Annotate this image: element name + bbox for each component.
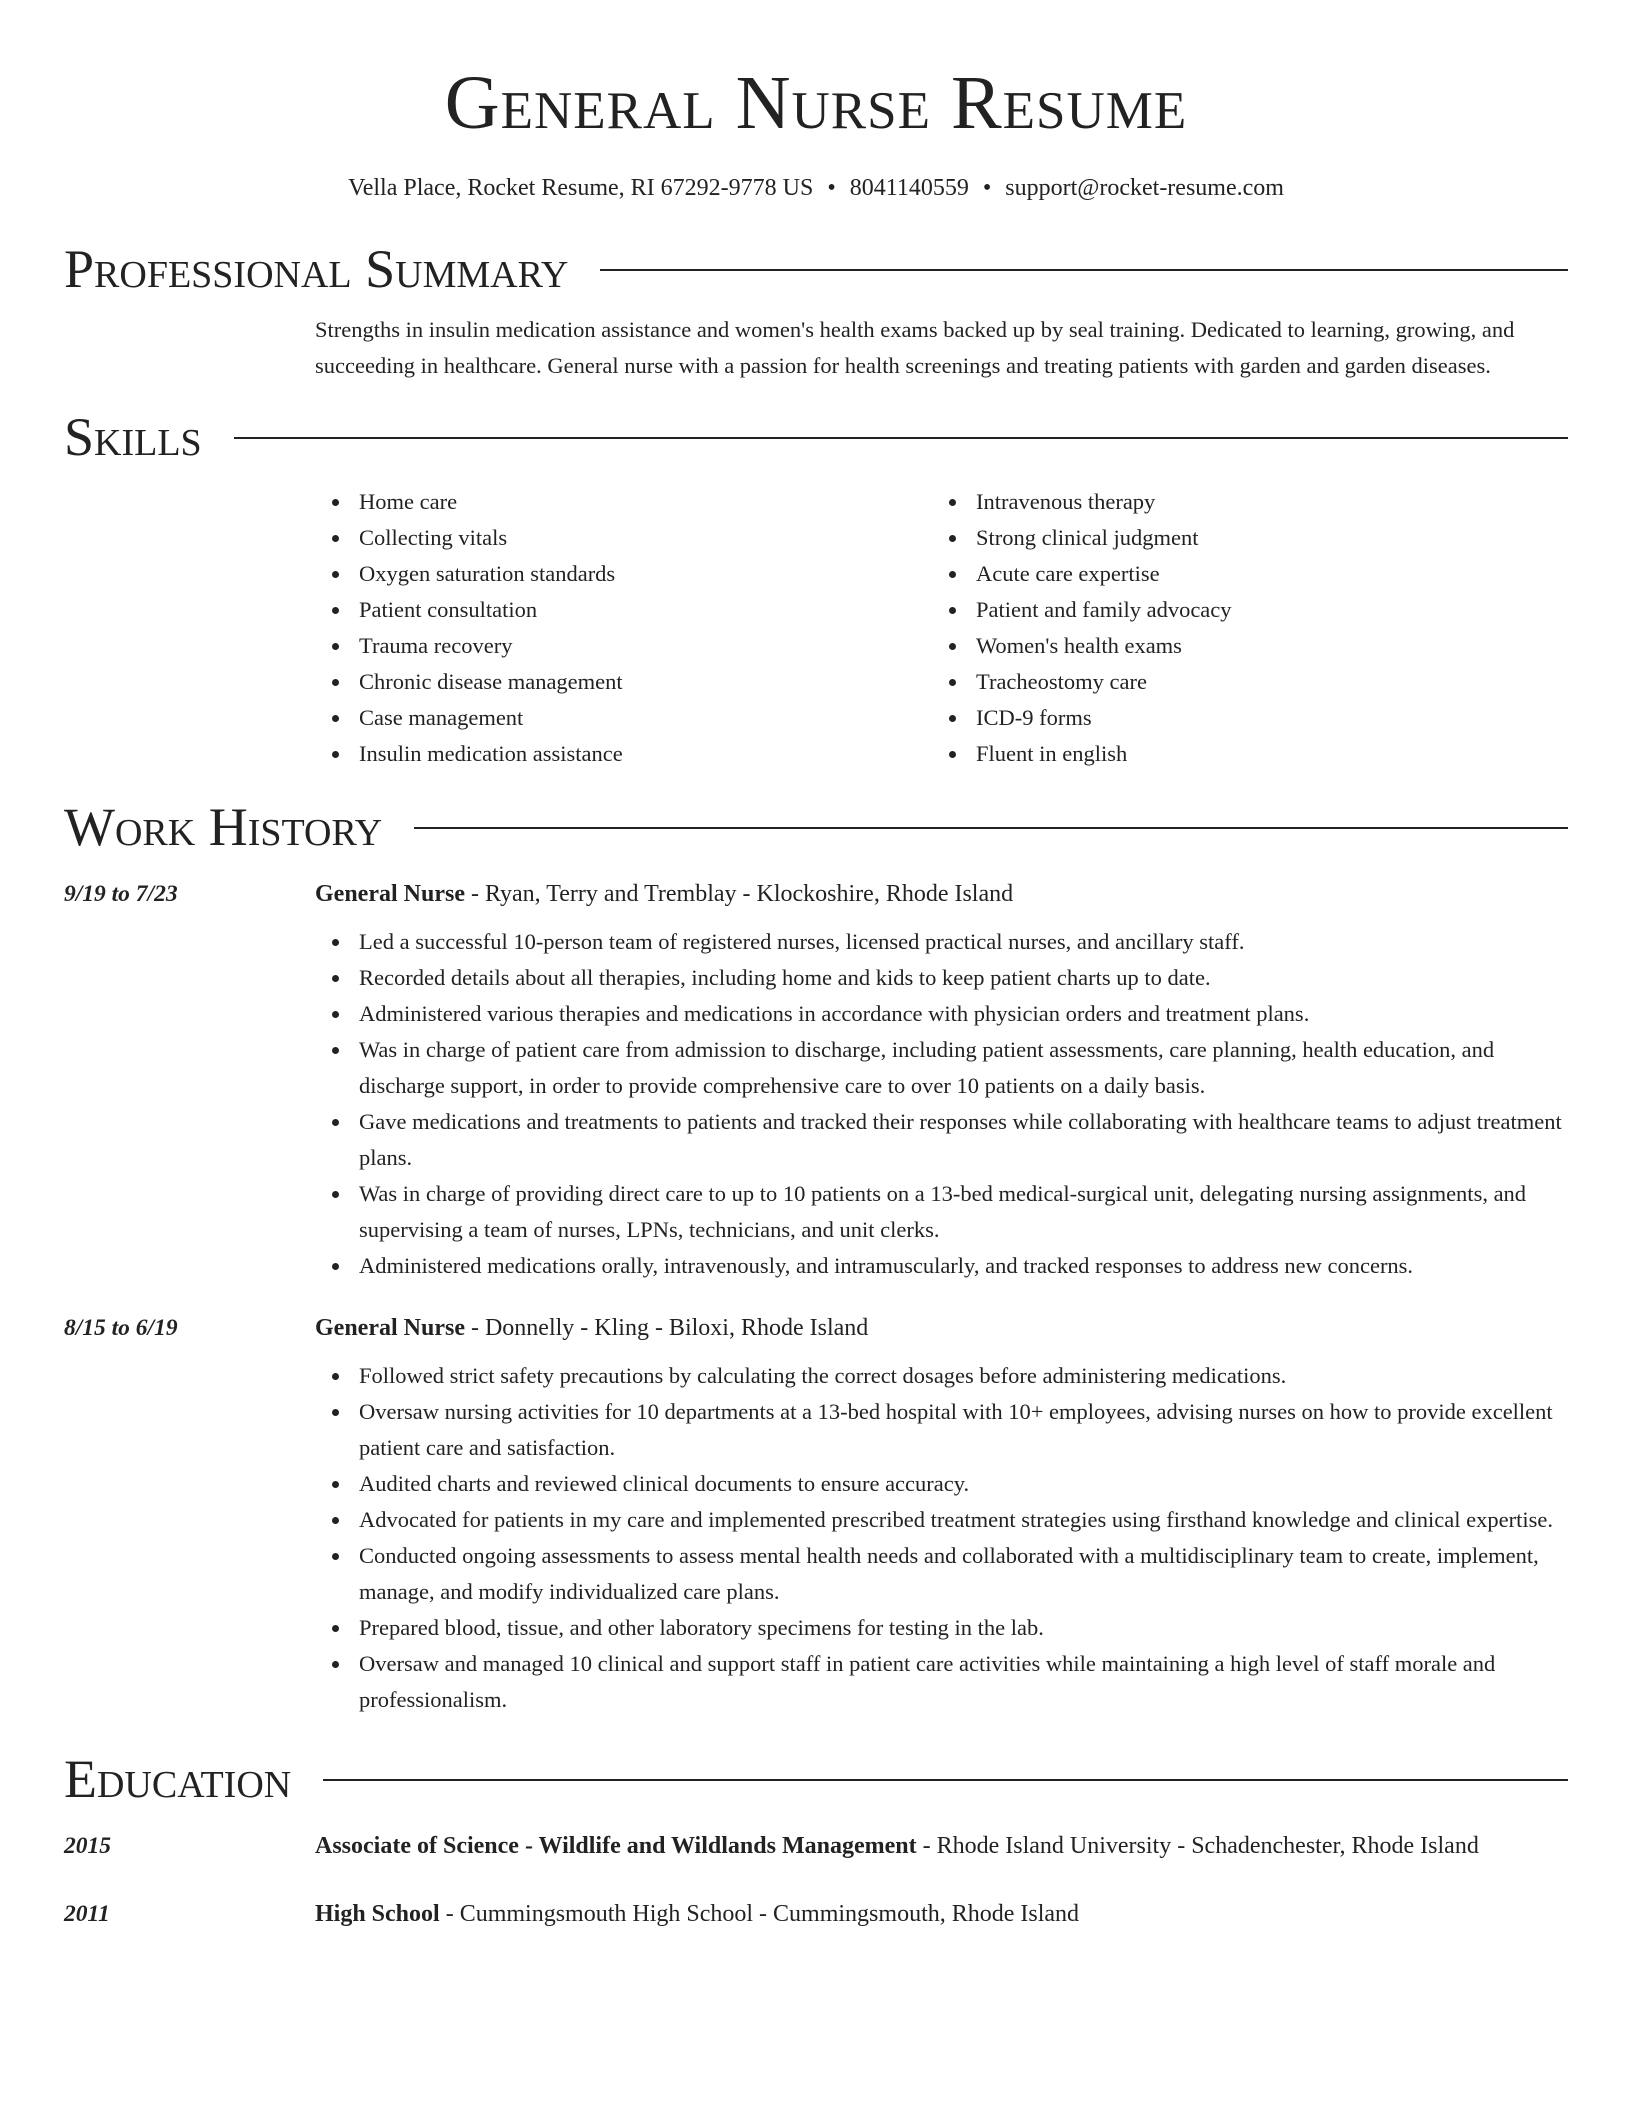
section-divider <box>600 269 1568 271</box>
skills-grid <box>315 484 1568 772</box>
job-bullet: Was in charge of providing direct care to up to 10 patients on a 13-bed medical-surgical unit, delegating nursing assignments, and supervising a team of nurses, LPNs, technicians, and unit clerks. <box>315 1176 1568 1248</box>
job-bullet: Oversaw and managed 10 clinical and support staff in patient care activities while maintaining a high level of staff morale and professionalism. <box>315 1646 1568 1718</box>
section-divider <box>414 827 1568 829</box>
job-bullet: Administered medications orally, intravenously, and intramuscularly, and tracked responses to address new concerns. <box>315 1248 1568 1284</box>
education-title-line <box>315 1826 1568 1866</box>
job-employer: - Ryan, Terry and Tremblay - Klockoshire, Rhode Island <box>464 881 1014 907</box>
skill-item: Case management <box>315 700 932 736</box>
resume-header <box>64 0 1568 204</box>
job-bullet: Conducted ongoing assessments to assess mental health needs and collaborated with a multidisciplinary team to create, implement, manage, and modify individualized care plans. <box>315 1538 1568 1610</box>
section-header <box>64 796 1568 858</box>
job-bullet: Audited charts and reviewed clinical documents to ensure accuracy. <box>315 1466 1568 1502</box>
education-year: 2011 <box>64 1901 110 1927</box>
section-header <box>64 238 1568 300</box>
skill-item: Chronic disease management <box>315 664 932 700</box>
contact-separator: • <box>982 175 992 201</box>
skill-item: Trauma recovery <box>315 628 932 664</box>
job-bullet-list <box>315 924 1568 1284</box>
contact-separator: • <box>827 175 836 201</box>
job-details <box>315 1308 1568 1718</box>
summary-heading: Professional Summary <box>64 239 569 299</box>
skill-item: Home care <box>315 484 932 520</box>
job-entry <box>64 1308 1568 1718</box>
job-bullet: Prepared blood, tissue, and other laboratory specimens for testing in the lab. <box>315 1610 1568 1646</box>
skill-item: Collecting vitals <box>315 520 932 556</box>
job-dates: 9/19 to 7/23 <box>64 881 178 907</box>
job-title-line <box>315 1308 1568 1348</box>
education-entry <box>64 1826 1568 1866</box>
skill-item: Acute care expertise <box>932 556 1549 592</box>
work-history-heading: Work History <box>64 797 383 857</box>
job-list <box>64 874 1568 1718</box>
skills-right-list <box>932 484 1549 772</box>
job-bullet: Followed strict safety precautions by calculating the correct dosages before administering medications. <box>315 1358 1568 1394</box>
education-details <box>315 1894 1568 1934</box>
education-list <box>64 1826 1568 1934</box>
skill-item: Fluent in english <box>932 736 1549 772</box>
resume-title: General Nurse Resume <box>444 61 1188 145</box>
education-heading: Education <box>64 1749 292 1809</box>
job-bullet: Administered various therapies and medications in accordance with physician orders and treatment plans. <box>315 996 1568 1032</box>
education-school: - Rhode Island University - Schadenchester, Rhode Island <box>916 1833 1479 1859</box>
education-entry <box>64 1894 1568 1934</box>
work-history-section <box>64 796 1568 1718</box>
skill-item: ICD-9 forms <box>932 700 1549 736</box>
skill-item: Patient consultation <box>315 592 932 628</box>
contact-email: support@rocket-resume.com <box>1005 175 1284 201</box>
section-divider <box>323 1779 1568 1781</box>
skill-item: Insulin medication assistance <box>315 736 932 772</box>
job-bullet: Was in charge of patient care from admission to discharge, including patient assessments, care planning, health education, and discharge support, in order to provide comprehensive care to over 10 patients on a daily basis. <box>315 1032 1568 1104</box>
skill-item: Patient and family advocacy <box>932 592 1549 628</box>
contact-line <box>64 172 1568 204</box>
education-details <box>315 1826 1568 1866</box>
section-divider <box>234 437 1568 439</box>
job-dates: 8/15 to 6/19 <box>64 1315 178 1341</box>
education-section <box>64 1748 1568 1934</box>
job-role: General Nurse <box>315 881 465 907</box>
skill-item: Strong clinical judgment <box>932 520 1549 556</box>
contact-phone: 8041140559 <box>849 175 969 201</box>
job-bullet: Oversaw nursing activities for 10 departments at a 13-bed hospital with 10+ employees, advising nurses on how to provide excellent patient care and satisfaction. <box>315 1394 1568 1466</box>
skills-section <box>64 406 1568 772</box>
job-role: General Nurse <box>315 1315 465 1341</box>
skills-heading: Skills <box>64 407 202 467</box>
skill-item: Tracheostomy care <box>932 664 1549 700</box>
section-header <box>64 1748 1568 1810</box>
job-bullet: Led a successful 10-person team of registered nurses, licensed practical nurses, and ancillary staff. <box>315 924 1568 960</box>
skill-item: Oxygen saturation standards <box>315 556 932 592</box>
job-bullet: Recorded details about all therapies, including home and kids to keep patient charts up to date. <box>315 960 1568 996</box>
job-title-line <box>315 874 1568 914</box>
section-header <box>64 406 1568 468</box>
skill-item: Women's health exams <box>932 628 1549 664</box>
contact-address: Vella Place, Rocket Resume, RI 67292-9778 US <box>348 175 814 201</box>
education-year: 2015 <box>64 1833 111 1859</box>
job-bullet: Gave medications and treatments to patients and tracked their responses while collaborating with healthcare teams to adjust treatment plans. <box>315 1104 1568 1176</box>
job-bullet: Advocated for patients in my care and implemented prescribed treatment strategies using firsthand knowledge and clinical expertise. <box>315 1502 1568 1538</box>
skills-left-list <box>315 484 932 772</box>
job-entry <box>64 874 1568 1284</box>
education-degree: High School <box>315 1901 440 1927</box>
summary-text: Strengths in insulin medication assistance and women's health exams backed up by seal training. Dedicated to learning, growing, and succeeding in healthcare. General nurse with a passion for health screenings and treating patients with garden and garden diseases. <box>315 317 1515 378</box>
skill-item: Intravenous therapy <box>932 484 1549 520</box>
job-employer: - Donnelly - Kling - Biloxi, Rhode Island <box>464 1315 869 1341</box>
job-bullet-list <box>315 1358 1568 1718</box>
job-details <box>315 874 1568 1284</box>
education-school: - Cummingsmouth High School - Cummingsmouth, Rhode Island <box>439 1901 1080 1927</box>
summary-section <box>64 238 1568 384</box>
education-title-line <box>315 1894 1568 1934</box>
education-degree: Associate of Science - Wildlife and Wildlands Management <box>315 1833 917 1859</box>
